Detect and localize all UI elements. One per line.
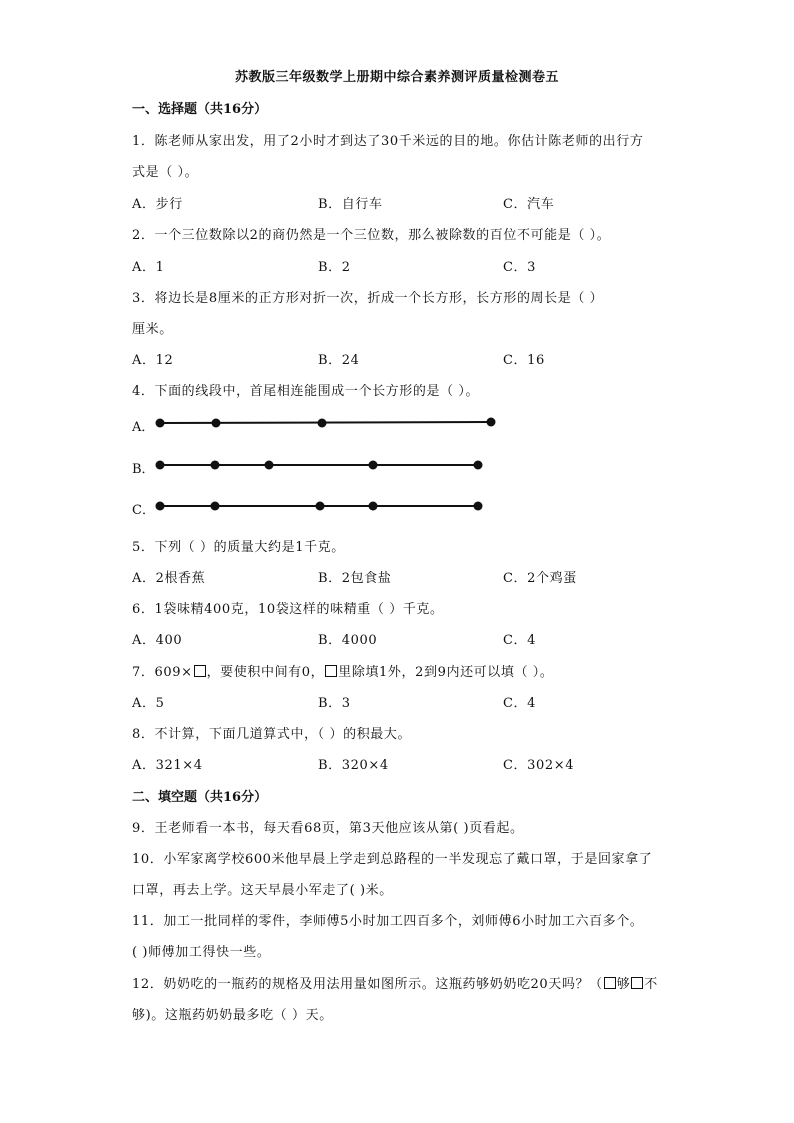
question-7-text [132, 661, 554, 680]
question-3-option-b: B．24 [318, 353, 360, 368]
question-5-option-a: A．2根香蕉 [132, 571, 206, 586]
segment-figure-b [156, 461, 483, 470]
question-12-text [132, 973, 658, 992]
question-3-text-cont: 厘米。 [132, 322, 173, 337]
question-6-text: 6．1袋味精400克，10袋这样的味精重（ ）千克。 [132, 602, 444, 617]
segment-point [318, 419, 327, 428]
question-6-option-b: B．4000 [318, 633, 378, 648]
question-1-option-c: C．汽车 [503, 197, 555, 212]
segment-figure-c [156, 502, 483, 511]
question-5-option-c: C．2个鸡蛋 [503, 571, 577, 586]
question-7-middle: ，要使积中间有0， [206, 665, 325, 680]
question-5-text: 5．下列（ ）的质量大约是1千克。 [132, 540, 345, 555]
segment-point [369, 461, 378, 470]
question-7-prefix: 7．609× [132, 665, 193, 680]
segment-point [369, 502, 378, 511]
segment-label-b: B． [132, 462, 155, 477]
question-1-option-a: A．步行 [132, 197, 183, 212]
question-10-text-cont: 口罩，再去上学。这天早晨小军走了( )米。 [132, 883, 393, 898]
question-11-text-cont: ( )师傅加工得快一些。 [132, 945, 271, 960]
segment-figure-a [156, 418, 496, 428]
question-12-text-cont: 够)。这瓶药奶奶最多吃（ ）天。 [132, 1008, 333, 1023]
segment-point [212, 419, 221, 428]
line-segments-figure [150, 410, 510, 515]
segment-label-a: A． [132, 420, 155, 435]
segment-point [474, 502, 483, 511]
question-8-option-a: A．321×4 [132, 758, 203, 773]
question-10-text: 10．小军家离学校600米他早晨上学走到总路程的一半发现忘了戴口罩，于是回家拿了 [132, 852, 653, 867]
question-2-option-a: A．1 [132, 260, 165, 275]
page-title: 苏教版三年级数学上册期中综合素养测评质量检测卷五 [234, 70, 559, 85]
question-8-text: 8．不计算，下面几道算式中，（ ）的积最大。 [132, 727, 412, 742]
question-7-option-c: C．4 [503, 696, 537, 711]
segment-point [487, 418, 496, 427]
blank-box-icon [194, 665, 206, 677]
question-8-option-b: B．320×4 [318, 758, 389, 773]
segment-point [316, 502, 325, 511]
segment-point [474, 461, 483, 470]
question-2-text: 2．一个三位数除以2的商仍然是一个三位数，那么被除数的百位不可能是（ ）。 [132, 228, 611, 243]
question-3-option-a: A．12 [132, 353, 174, 368]
segment-point [156, 461, 165, 470]
checkbox-icon [631, 977, 643, 989]
question-5-option-b: B．2包食盐 [318, 571, 392, 586]
question-9-text: 9．王老师看一本书，每天看68页，第3天他应该从第( )页看起。 [132, 821, 524, 836]
question-3-option-c: C．16 [503, 353, 545, 368]
question-2-option-c: C．3 [503, 260, 537, 275]
segment-point [156, 502, 165, 511]
segment-point [211, 461, 220, 470]
question-12-option-enough: 够 [616, 977, 631, 992]
checkbox-icon [604, 977, 616, 989]
blank-box-icon [325, 665, 337, 677]
question-7-suffix: 里除填1外，2到9内还可以填（ ）。 [338, 665, 554, 680]
question-6-option-a: A．400 [132, 633, 183, 648]
segment-point [265, 461, 274, 470]
question-3-text: 3．将边长是8厘米的正方形对折一次，折成一个长方形，长方形的周长是（ ） [132, 291, 604, 306]
question-4-text: 4．下面的线段中，首尾相连能围成一个长方形的是（ ）。 [132, 384, 480, 399]
question-12-prefix: 12．奶奶吃的一瓶药的规格及用法用量如图所示。这瓶药够奶奶吃20天吗？（ [132, 977, 603, 992]
question-1-text-cont: 式是（ ）。 [132, 165, 199, 180]
question-6-option-c: C．4 [503, 633, 537, 648]
question-7-option-a: A．5 [132, 696, 165, 711]
section-title-choice: 一、选择题（共16分） [132, 102, 268, 117]
question-1-text: 1．陈老师从家出发，用了2小时才到达了30千米远的目的地。你估计陈老师的出行方 [132, 134, 644, 149]
question-1-option-b: B．自行车 [318, 197, 383, 212]
section-title-fill: 二、填空题（共16分） [132, 790, 268, 805]
question-8-option-c: C．302×4 [503, 758, 575, 773]
question-11-text: 11．加工一批同样的零件，李师傅5小时加工四百多个，刘师傅6小时加工六百多个。 [132, 914, 644, 929]
segment-label-c: C． [132, 503, 155, 518]
segment-point [156, 419, 165, 428]
question-7-option-b: B．3 [318, 696, 351, 711]
segment-point [211, 502, 220, 511]
question-2-option-b: B．2 [318, 260, 351, 275]
question-12-option-not: 不 [644, 977, 658, 992]
